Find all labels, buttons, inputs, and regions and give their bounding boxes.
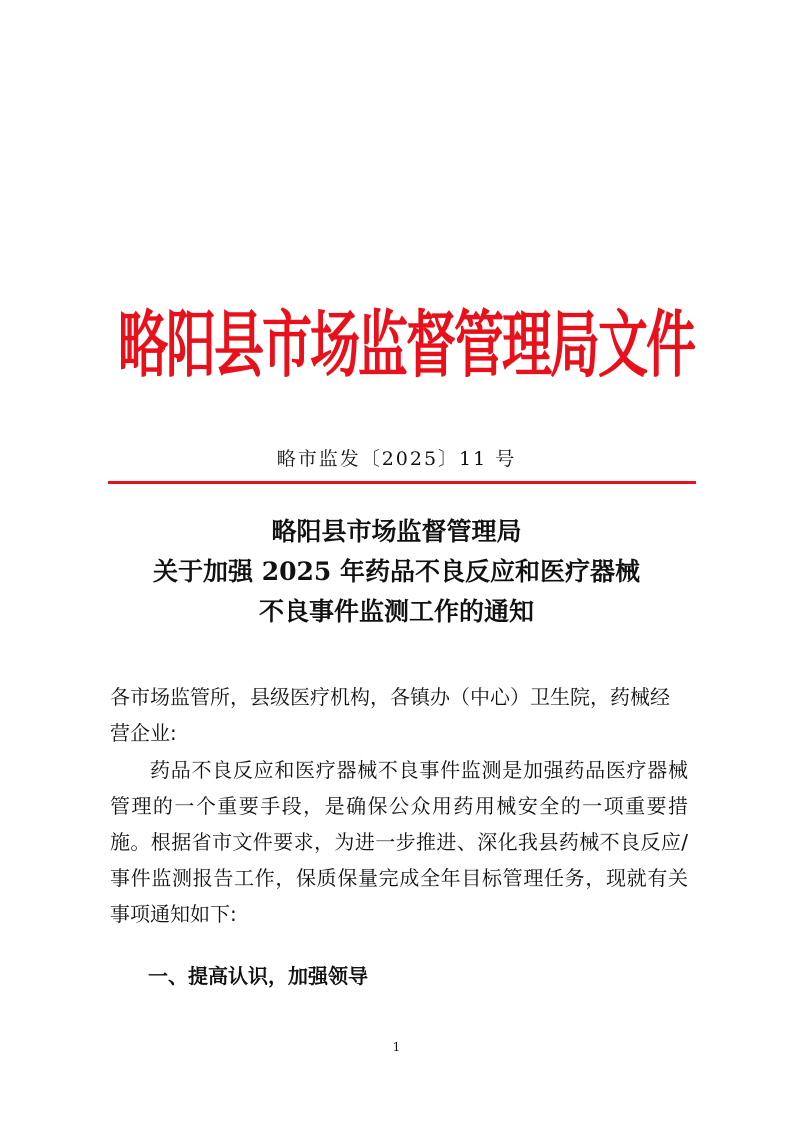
title-line-2: 关于加强 2025 年药品不良反应和医疗器械 [153, 557, 640, 586]
title-line-3: 不良事件监测工作的通知 [258, 597, 534, 626]
red-divider-line [108, 481, 696, 484]
document-title [0, 512, 793, 632]
issuer-heading: 略阳县市场监督管理局文件 [118, 301, 694, 388]
title-line-1: 略阳县市场监督管理局 [271, 517, 522, 546]
body-paragraph: 药品不良反应和医疗器械不良事件监测是加强药品医疗器械管理的一个重要手段，是确保公众用药用械安全的一项重要措施。根据省市文件要求，为进一步推进、深化我县药械不良反应/事件监测报告工作，保质保量完成全年目标管理任务，现就有关事项通知如下: [110, 758, 688, 926]
page-number: 1 [392, 1040, 401, 1054]
section-heading-1: 一、提高认识，加强领导 [148, 964, 368, 988]
addressee: 各市场监管所，县级医疗机构，各镇办（中心）卫生院，药械经营企业: [110, 685, 670, 745]
document-number: 略市监发〔2025〕11 号 [276, 448, 517, 470]
